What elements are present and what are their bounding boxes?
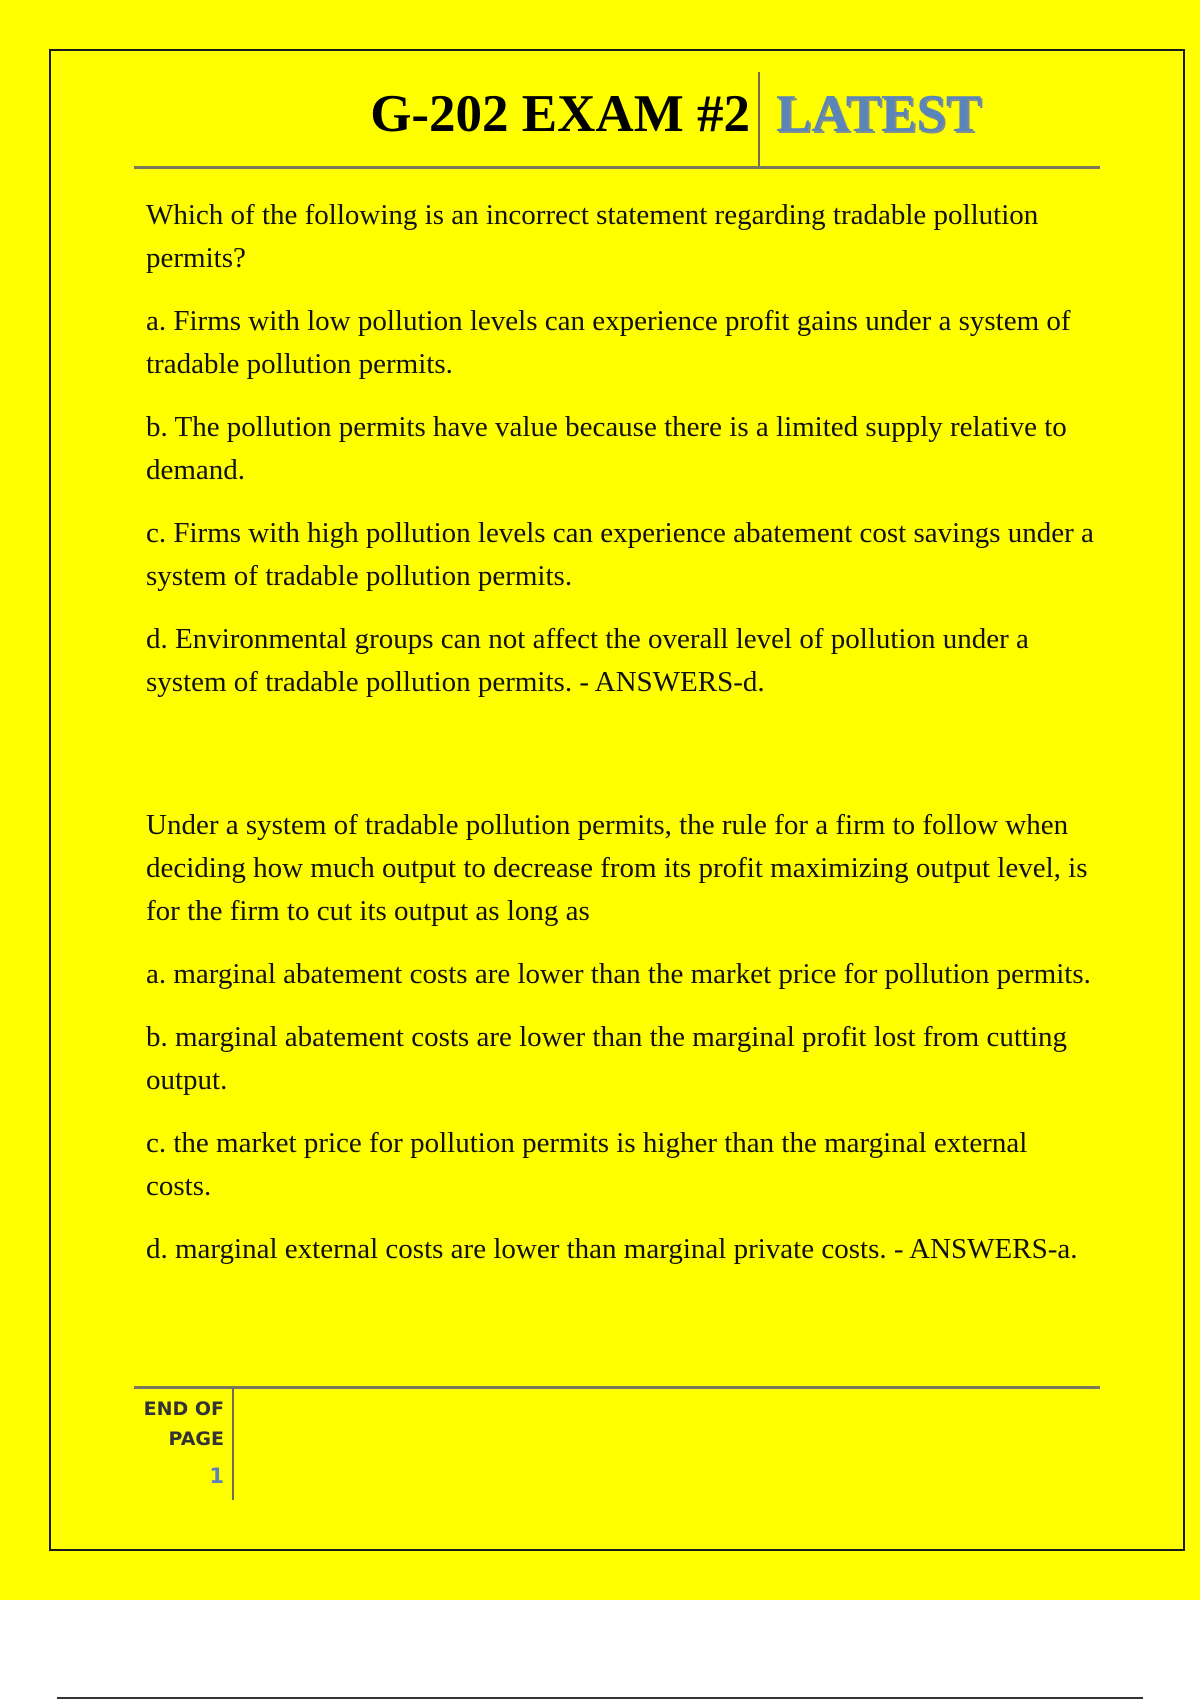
bottom-rule bbox=[57, 1697, 1143, 1699]
question-2-option-d: d. marginal external costs are lower than marginal private costs. - ANSWERS-a. bbox=[146, 1233, 1078, 1265]
question-1-option-d: d. Environmental groups can not affect the overall level of pollution under a system of tradable pollution permits. - ANSWERS-d. bbox=[146, 623, 1029, 698]
page-label: PAGE bbox=[168, 1428, 224, 1450]
question-1-option-c: c. Firms with high pollution levels can experience abatement cost savings under a system of tradable pollution permits. bbox=[146, 517, 1094, 592]
question-2-option-c: c. the market price for pollution permits is higher than the marginal external costs. bbox=[146, 1127, 1028, 1202]
question-2-prompt: Under a system of tradable pollution permits, the rule for a firm to follow when deciding how much output to decrease from its profit maximizing output level, is for the firm to cut its output as long as bbox=[146, 809, 1088, 927]
question-1-option-b: b. The pollution permits have value because there is a limited supply relative to demand. bbox=[146, 411, 1067, 486]
page-number: 1 bbox=[209, 1464, 224, 1488]
exam-title: G-202 EXAM #2 bbox=[370, 85, 750, 143]
end-of-label: END OF bbox=[143, 1398, 224, 1420]
question-2-option-b: b. marginal abatement costs are lower than the marginal profit lost from cutting output. bbox=[146, 1021, 1068, 1096]
question-spacer bbox=[146, 724, 1096, 804]
question-1-option-a: a. Firms with low pollution levels can experience profit gains under a system of tradable pollution permits. bbox=[146, 305, 1071, 380]
header-divider bbox=[758, 72, 760, 168]
header-rule bbox=[134, 166, 1100, 169]
question-2-option-a: a. marginal abatement costs are lower than the market price for pollution permits. bbox=[146, 958, 1091, 990]
latest-label: LATEST bbox=[776, 85, 982, 143]
exam-content bbox=[146, 194, 1096, 1291]
footer-divider bbox=[232, 1388, 234, 1500]
end-of-page-label bbox=[134, 1394, 224, 1454]
question-1-prompt: Which of the following is an incorrect statement regarding tradable pollution permits? bbox=[146, 199, 1039, 274]
footer-rule bbox=[134, 1386, 1100, 1389]
